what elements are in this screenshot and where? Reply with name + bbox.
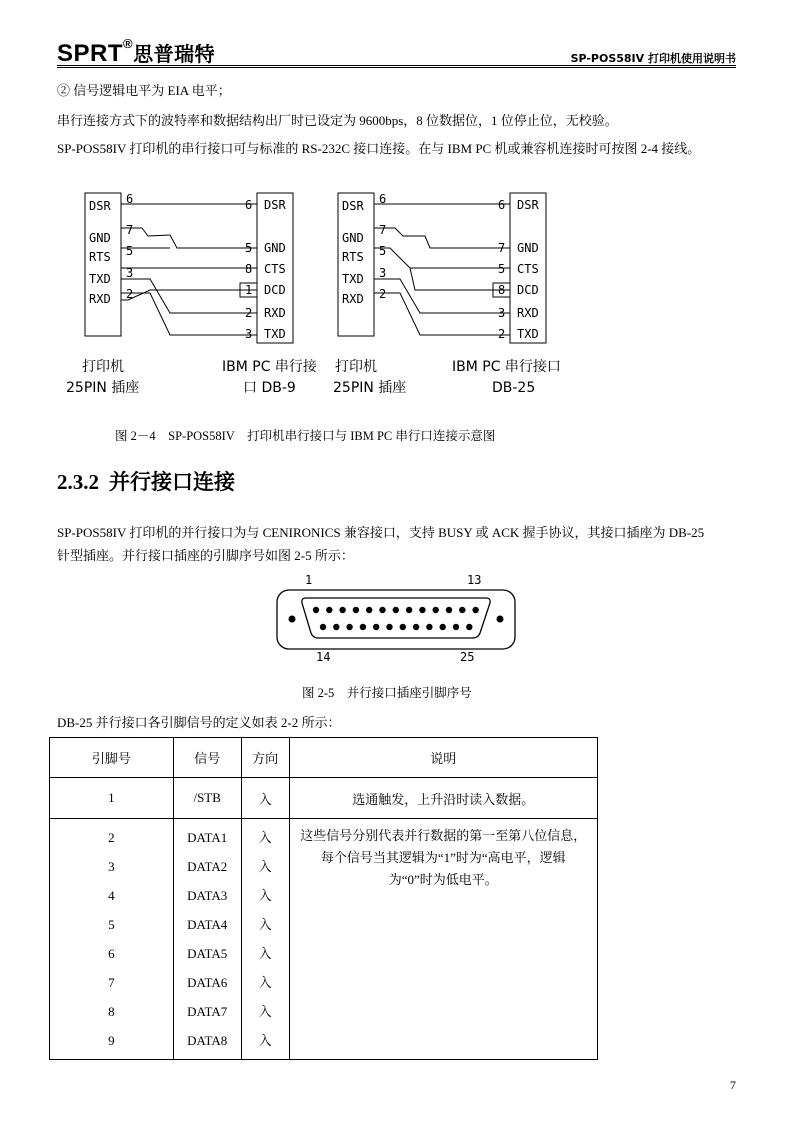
left-pc-signal: RXD xyxy=(264,306,286,320)
right-pc-signal: GND xyxy=(517,241,539,255)
cell-signal: DATA5 xyxy=(187,946,228,961)
header-direction: 方向 xyxy=(241,738,289,778)
connector-pin-dot xyxy=(426,624,432,630)
left-pc-pin: 6 xyxy=(245,198,253,212)
left-printer-signal: DSR xyxy=(89,199,111,213)
figure-2-5-caption: 图 2-5 并行接口插座引脚序号 xyxy=(302,686,472,700)
header-description: 说明 xyxy=(289,738,597,778)
cell-signal: DATA4 xyxy=(187,917,228,932)
connector-pin-dot xyxy=(446,607,452,613)
cell-pin: 5 xyxy=(108,917,115,932)
left-pc-pin: 5 xyxy=(245,241,253,255)
left-pc-signal: TXD xyxy=(264,327,286,341)
cell-signal: /STB xyxy=(173,778,241,819)
right-printer-caption: 打印机 xyxy=(335,359,377,375)
cell-signal: DATA3 xyxy=(187,888,228,903)
cell-pin: 6 xyxy=(108,946,115,961)
left-pc-signal: CTS xyxy=(264,262,286,276)
paragraph-baud-rate: 串行连接方式下的波特率和数据结构出厂时已设定为 9600bps，8 位数据位，1 位停止位，无校验。 xyxy=(57,113,618,128)
table-header-row xyxy=(50,738,598,778)
right-pc-signal: TXD xyxy=(517,327,539,341)
right-printer-signal: RTS xyxy=(342,250,364,264)
paragraph-rs232: SP-POS58IV 打印机的串行接口可与标准的 RS-232C 接口连接。在与 IBM PC 机或兼容机连接时可按图 2-4 接线。 xyxy=(57,141,701,156)
right-printer-pin: 7 xyxy=(379,223,387,237)
connector-pin-dot xyxy=(386,624,392,630)
right-pc-pin: 6 xyxy=(498,198,506,212)
right-printer-pin: 2 xyxy=(379,287,387,301)
connector-pin-dot xyxy=(400,624,406,630)
left-pc-pin: 1 xyxy=(245,283,253,297)
left-pc-pin: 8 xyxy=(245,262,253,276)
connector-pin-dot xyxy=(413,624,419,630)
cell-direction: 入 xyxy=(258,975,272,990)
connector-pin-dot xyxy=(406,607,412,613)
connector-pin-dot xyxy=(393,607,399,613)
connector-pin-dot xyxy=(360,624,366,630)
left-printer-signal: RTS xyxy=(89,250,111,264)
right-printer-signal: GND xyxy=(342,231,364,245)
right-printer-signal: TXD xyxy=(342,272,364,286)
figure-2-4-caption: 图 2－4 SP-POS58IV 打印机串行接口与 IBM PC 串行口连接示意图 xyxy=(115,429,496,443)
right-pc-pin: 8 xyxy=(498,283,506,297)
left-pc-signal: DSR xyxy=(264,198,286,212)
connector-label-pin1: 1 xyxy=(305,573,313,587)
connector-pin-dot xyxy=(373,624,379,630)
cell-signal: DATA8 xyxy=(187,1033,228,1048)
cell-dirs-group xyxy=(241,819,289,1060)
cell-direction: 入 xyxy=(258,1004,272,1019)
left-printer-pin: 2 xyxy=(126,287,134,301)
connector-pin-dot xyxy=(440,624,446,630)
connector-pin-dot xyxy=(433,607,439,613)
right-pc-pin: 2 xyxy=(498,327,506,341)
paragraph-parallel-1: SP-POS58IV 打印机的并行接口为与 CENIRONICS 兼容接口，支持 BUSY 或 ACK 握手协议，其接口插座为 DB-25 xyxy=(57,525,705,540)
right-printer-pin: 5 xyxy=(379,244,387,258)
cell-direction: 入 xyxy=(241,778,289,819)
connector-label-pin13: 13 xyxy=(467,573,482,587)
left-pc-caption: IBM PC 串行接 xyxy=(222,359,317,375)
connector-pin-dot xyxy=(339,607,345,613)
right-pc-signal: RXD xyxy=(517,306,539,320)
left-pc-pin: 3 xyxy=(245,327,253,341)
header-signal: 信号 xyxy=(173,738,241,778)
cell-pin: 9 xyxy=(108,1033,115,1048)
right-pc-pin: 5 xyxy=(498,262,506,276)
right-pc-caption: IBM PC 串行接口 xyxy=(452,359,561,375)
cell-pin: 7 xyxy=(108,975,115,990)
cell-pin: 4 xyxy=(108,888,115,903)
right-printer-pin: 6 xyxy=(379,192,387,206)
connector-pin-dot xyxy=(459,607,465,613)
right-pc-signal: CTS xyxy=(517,262,539,276)
table-row xyxy=(50,778,598,819)
right-pc-pin: 3 xyxy=(498,306,506,320)
cell-direction: 入 xyxy=(258,1033,272,1048)
connector-pin-dot xyxy=(472,607,478,613)
cell-direction: 入 xyxy=(258,888,272,903)
cell-direction: 入 xyxy=(258,859,272,874)
cell-pins-group xyxy=(50,819,174,1060)
left-pc-caption-2: 口 DB-9 xyxy=(243,380,296,396)
left-printer-caption: 打印机 xyxy=(82,359,124,375)
connector-pin-dot xyxy=(379,607,385,613)
brand-logo: SPRT®思普瑞特 xyxy=(57,36,216,67)
connector-label-pin14: 14 xyxy=(316,650,331,664)
cell-data-description: 这些信号分别代表并行数据的第一至第八位信息，每个信号当其逻辑为“1”时为“高电平，逻辑为“0”时为低电平。 xyxy=(289,819,597,1060)
cell-pin: 3 xyxy=(108,859,115,874)
connector-pin-dot xyxy=(333,624,339,630)
paragraph-eia-level: ② 信号逻辑电平为 EIA 电平； xyxy=(57,83,231,98)
connector-pin-dot xyxy=(466,624,472,630)
left-printer-pin: 3 xyxy=(126,266,134,280)
section-title: 并行接口连接 xyxy=(109,470,235,494)
connector-pin-dot xyxy=(353,607,359,613)
connector-label-pin25: 25 xyxy=(460,650,475,664)
cell-pin: 2 xyxy=(108,830,115,845)
cell-signals-group xyxy=(173,819,241,1060)
document-title: SP-POS58IV 打印机使用说明书 xyxy=(570,52,736,65)
connector-pin-dot xyxy=(346,624,352,630)
page-number: 7 xyxy=(730,1078,736,1092)
right-pc-signal: DCD xyxy=(517,283,539,297)
left-pc-signal: GND xyxy=(264,241,286,255)
right-pc-pin: 7 xyxy=(498,241,506,255)
header-pin: 引脚号 xyxy=(50,738,174,778)
right-pc-signal: DSR xyxy=(517,198,539,212)
cell-pin: 1 xyxy=(50,778,174,819)
left-printer-pin: 7 xyxy=(126,223,134,237)
table-intro: DB-25 并行接口各引脚信号的定义如表 2-2 所示： xyxy=(57,715,341,730)
left-pc-pin: 2 xyxy=(245,306,253,320)
left-pc-signal: DCD xyxy=(264,283,286,297)
left-printer-pin: 6 xyxy=(126,192,134,206)
right-pc-caption-2: DB-25 xyxy=(492,380,536,396)
cell-signal: DATA2 xyxy=(187,859,228,874)
cell-description: 选通触发，上升沿时读入数据。 xyxy=(289,778,597,819)
cell-signal: DATA7 xyxy=(187,1004,228,1019)
connector-pin-dot xyxy=(313,607,319,613)
right-printer-pin: 3 xyxy=(379,266,387,280)
connector-pin-dot xyxy=(326,607,332,613)
cell-pin: 8 xyxy=(108,1004,115,1019)
cell-signal: DATA6 xyxy=(187,975,228,990)
left-printer-caption-2: 25PIN 插座 xyxy=(66,380,140,396)
connector-pin-dot xyxy=(419,607,425,613)
right-printer-signal: RXD xyxy=(342,292,364,306)
connector-pin-dot xyxy=(366,607,372,613)
paragraph-parallel-2: 针型插座。并行接口插座的引脚序号如图 2-5 所示： xyxy=(57,548,354,563)
cell-direction: 入 xyxy=(258,830,272,845)
left-printer-signal: RXD xyxy=(89,292,111,306)
right-printer-caption-2: 25PIN 插座 xyxy=(333,380,407,396)
connector-pin-dot xyxy=(453,624,459,630)
cell-signal: DATA1 xyxy=(187,830,228,845)
left-printer-pin: 5 xyxy=(126,244,134,258)
right-printer-signal: DSR xyxy=(342,199,364,213)
section-number: 2.3.2 xyxy=(57,470,99,494)
brand-chinese-name: 思普瑞特 xyxy=(133,42,216,66)
pin-definition-table xyxy=(49,737,598,1060)
cell-direction: 入 xyxy=(258,946,272,961)
left-printer-signal: TXD xyxy=(89,272,111,286)
connector-pin-dot xyxy=(320,624,326,630)
left-printer-signal: GND xyxy=(89,231,111,245)
table-row xyxy=(50,819,598,1060)
cell-direction: 入 xyxy=(258,917,272,932)
